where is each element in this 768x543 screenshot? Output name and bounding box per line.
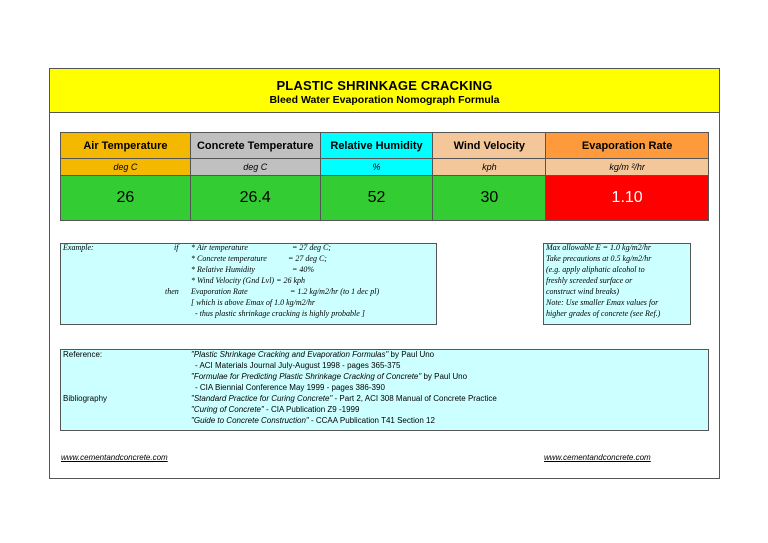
footer-link-right[interactable]: www.cementandconcrete.com [544,453,651,462]
example-box [60,243,437,325]
humidity-input[interactable]: 52 [320,176,433,221]
footer-link-left[interactable]: www.cementandconcrete.com [61,453,168,462]
reference-item: - CIA Biennial Conference May 1999 - pages 386-390 [195,383,385,392]
evap-result: 1.10 [546,176,709,221]
example-line: = 1.2 kg/m2/hr (to 1 dec pl) [290,287,380,296]
calculation-table [60,132,709,221]
evap-unit: kg/m ²/hr [546,159,709,176]
max-note-line: (e.g. apply aliphatic alcohol to [546,265,645,274]
evap-header: Evaporation Rate [546,133,709,159]
example-line: = 27 deg C; [292,243,331,252]
max-note-line: Take precautions at 0.5 kg/m2/hr [546,254,652,263]
page-title: PLASTIC SHRINKAGE CRACKING [276,78,493,93]
page-subtitle: Bleed Water Evaporation Nomograph Formula [269,94,500,106]
max-note-line: Max allowable E = 1.0 kg/m2/hr [546,243,651,252]
reference-label: Reference: [63,350,103,359]
wind-header: Wind Velocity [433,133,546,159]
example-line: * Concrete temperature [191,254,267,263]
humidity-unit: % [320,159,433,176]
bibliography-item: "Guide to Concrete Construction" - CCAA Publication T41 Section 12 [191,416,435,425]
air-temp-unit: deg C [61,159,191,176]
wind-unit: kph [433,159,546,176]
example-line: [ which is above Emax of 1.0 kg/m2/hr [191,298,315,307]
bibliography-item: "Curing of Concrete" - CIA Publication Z9 -1999 [191,405,360,414]
max-note-line: higher grades of concrete (see Ref.) [546,309,661,318]
air-temp-header: Air Temperature [61,133,191,159]
unit-row [61,159,709,176]
reference-item: "Plastic Shrinkage Cracking and Evaporation Formulas" by Paul Uno [191,350,435,359]
title-band [50,69,719,113]
example-line: * Air temperature [191,243,248,252]
example-if: if [174,243,179,252]
example-then: then [165,287,179,296]
header-row [61,133,709,159]
max-note-line: construct wind breaks) [546,287,620,296]
wind-input[interactable]: 30 [433,176,546,221]
value-row [61,176,709,221]
bibliography-item: "Standard Practice for Curing Concrete" - Part 2, ACI 308 Manual of Concrete Practice [191,394,497,403]
max-allowable-box [543,243,691,325]
air-temp-input[interactable]: 26 [61,176,191,221]
concrete-temp-header: Concrete Temperature [190,133,320,159]
example-line: = 27 deg C; [288,254,327,263]
humidity-header: Relative Humidity [320,133,433,159]
example-line: - thus plastic shrinkage cracking is highly probable ] [195,309,365,318]
reference-item: "Formulae for Predicting Plastic Shrinkage Cracking of Concrete" by Paul Uno [191,372,468,381]
references-box [60,349,709,431]
example-line: * Relative Humidity [191,265,255,274]
worksheet-frame [49,68,720,479]
example-line: * Wind Velocity (Gnd Lvl) = 26 kph [191,276,306,285]
max-note-line: Note: Use smaller Emax values for [546,298,659,307]
example-label: Example: [63,243,94,252]
max-note-line: freshly screeded surface or [546,276,633,285]
concrete-temp-input[interactable]: 26.4 [190,176,320,221]
reference-item: - ACI Materials Journal July-August 1998 - pages 365-375 [195,361,401,370]
concrete-temp-unit: deg C [190,159,320,176]
bibliography-label: Bibliography [63,394,108,403]
example-line: Evaporation Rate [191,287,248,296]
example-line: = 40% [292,265,315,274]
